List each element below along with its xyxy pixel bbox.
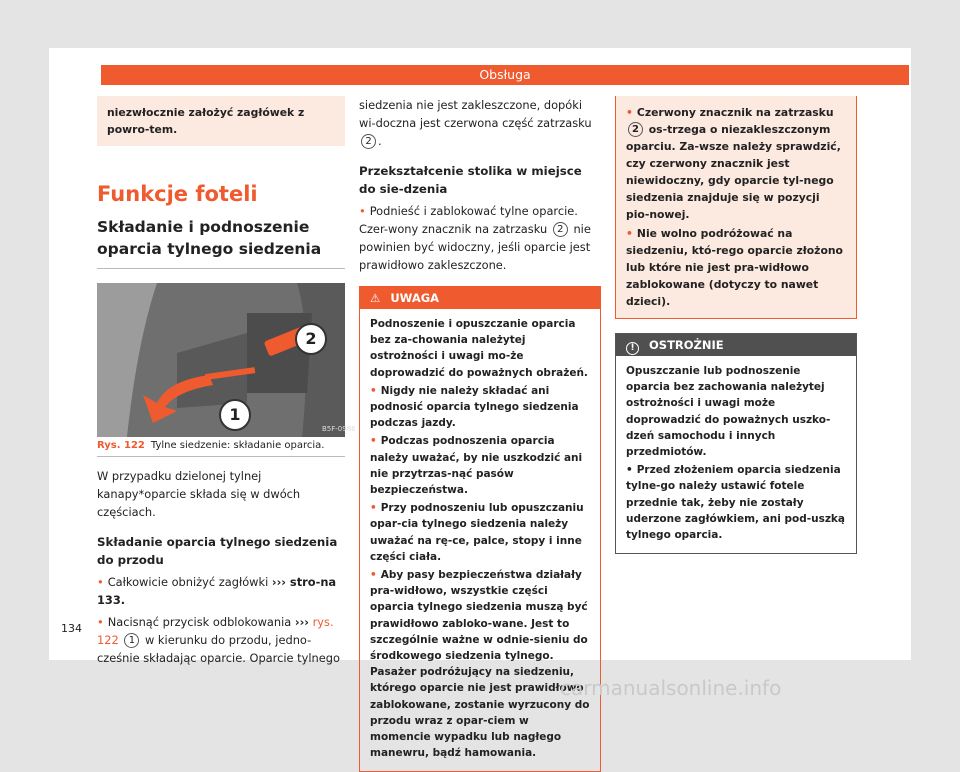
bullet-icon: • bbox=[97, 575, 104, 589]
watermark: carmanualsonline.info bbox=[560, 676, 782, 700]
page-link[interactable]: ››› stro-na 133. bbox=[97, 575, 337, 607]
column-right bbox=[615, 96, 857, 554]
warning-triangle-icon: ⚠ bbox=[370, 291, 381, 305]
heading-table: Przekształcenie stolika w miejsce do sie-dzenia bbox=[359, 164, 582, 196]
column-left bbox=[97, 96, 356, 667]
figure-code: B5F-0986 bbox=[322, 425, 356, 433]
page-number: 134 bbox=[61, 622, 82, 635]
subsection-title: Składanie i podnoszenie oparcia tylnego siedzenia bbox=[97, 216, 345, 269]
warning-continued-box bbox=[615, 96, 857, 319]
callout-ref-2: 2 bbox=[628, 122, 643, 137]
continued-warning-text: niezwłocznie założyć zagłówek z powro-tem. bbox=[107, 106, 305, 136]
figure-rear-seat bbox=[97, 283, 356, 437]
caution-item: • Przed złożeniem oparcia siedzenia tylne-go należy ustawić fotele przednie tak, żeby nie zostały uderzone zagłówkiem, ani pod-uszką tylnego oparcia. bbox=[626, 464, 846, 542]
bullet-icon: • bbox=[359, 204, 366, 218]
caution-title: OSTROŻNIE bbox=[649, 338, 724, 352]
callout-ref-1: 1 bbox=[124, 633, 139, 648]
paragraph-text: . bbox=[378, 134, 382, 148]
warning-body bbox=[360, 309, 600, 771]
warning-item: • Nie wolno podróżować na siedzeniu, któ-rego oparcie złożono lub które nie jest pra-widłowo zablokowane (dotyczy to nawet dzieci). bbox=[626, 227, 843, 308]
bullet-item bbox=[97, 573, 345, 609]
callout-ref-2: 2 bbox=[361, 134, 376, 149]
caution-box bbox=[615, 333, 857, 554]
section-header: Obsługa bbox=[101, 65, 909, 85]
figure-caption-text: Tylne siedzenie: składanie oparcia. bbox=[150, 440, 325, 451]
bullet-text: w kierunku do przodu, jedno-cześnie składając oparcie. Oparcie tylnego bbox=[97, 633, 340, 665]
paragraph-text: siedzenia nie jest zakleszczone, dopóki wi-doczna jest czerwona część zatrzasku bbox=[359, 98, 592, 130]
bullet-text: Nacisnąć przycisk odblokowania bbox=[107, 615, 292, 629]
caution-body bbox=[616, 356, 856, 553]
callout-1: 1 bbox=[219, 399, 251, 431]
paragraph-continued bbox=[359, 96, 601, 150]
heading-fold: Składanie oparcia tylnego siedzenia do przodu bbox=[97, 535, 338, 567]
link-arrows: ››› bbox=[294, 615, 309, 629]
warning-title: UWAGA bbox=[390, 291, 440, 305]
caution-intro: Opuszczanie lub podnoszenie oparcia bez zachowania należytej ostrożności i uwagi może doprowadzić do poważnych uszko-dzeń samochodu i innych przedmiotów. bbox=[626, 365, 831, 459]
bullet-text: Całkowicie obniżyć zagłówki bbox=[107, 575, 269, 589]
warning-item: • Podczas podnoszenia oparcia należy uważać, by nie uszkodzić ani nie przytrzas-nąć pasów bezpieczeństwa. bbox=[370, 435, 583, 497]
bullet-text: Podnieść i zablokować tylne oparcie. Czer-wony znacznik na zatrzasku bbox=[359, 204, 578, 236]
figure-ref: Rys. 122 bbox=[97, 440, 145, 451]
warning-header bbox=[360, 287, 600, 309]
figure-link[interactable]: rys. 122 bbox=[97, 615, 334, 647]
caution-header bbox=[616, 334, 856, 356]
callout-2: 2 bbox=[295, 323, 327, 355]
bullet-icon: • bbox=[97, 615, 104, 629]
callout-ref-2: 2 bbox=[553, 222, 568, 237]
section-title: Funkcje foteli bbox=[97, 182, 258, 206]
bullet-item bbox=[97, 613, 345, 667]
warning-item: • Aby pasy bezpieczeństwa działały pra-widłowo, wszystkie części oparcia tylnego siedzenia muszą być prawidłowo zabloko-wane. Jest to szczególnie ważne w odnie-sieniu do środkowego siedzenia tylnego. Pasażer podróżujący na siedzeniu, którego oparcie nie jest prawidłowo zablokowane, zostanie wyrzucony do przodu wraz z opar-ciem w momencie wypadku lub nagłego manewru, bądź hamowania. bbox=[370, 569, 590, 760]
column-middle bbox=[359, 96, 601, 772]
paragraph-intro: W przypadku dzielonej tylnej kanapy*oparcie składa się w dwóch częściach. bbox=[97, 469, 301, 519]
bullet-item bbox=[359, 202, 601, 274]
warning-item: • Czerwony znacznik na zatrzasku 2 os-trzega o niezakleszczonym oparciu. Za-wsze należy sprawdzić, czy czerwony znacznik jest niewidoczny, gdy oparcie tyl-nego siedzenia znajduje się w pozycji pio-nowej. bbox=[626, 106, 841, 221]
warning-item: • Nigdy nie należy składać ani podnosić oparcia tylnego siedzenia podczas jazdy. bbox=[370, 384, 579, 430]
figure-caption bbox=[97, 437, 345, 457]
caution-circle-icon: ! bbox=[626, 342, 639, 355]
warning-item: • Przy podnoszeniu lub opuszczaniu opar-cia tylnego siedzenia należy uważać na rę-ce, palce, stopy i inne części ciała. bbox=[370, 502, 584, 563]
bullet-text: nie powinien być widoczny, jeśli oparcie jest prawidłowo zakleszczone. bbox=[359, 222, 591, 272]
warning-intro: Podnoszenie i opuszczanie oparcia bez za-chowania należytej ostrożności i uwagi mo-że doprowadzić do poważnych obrażeń. bbox=[370, 318, 588, 379]
continued-warning-box bbox=[97, 96, 345, 146]
